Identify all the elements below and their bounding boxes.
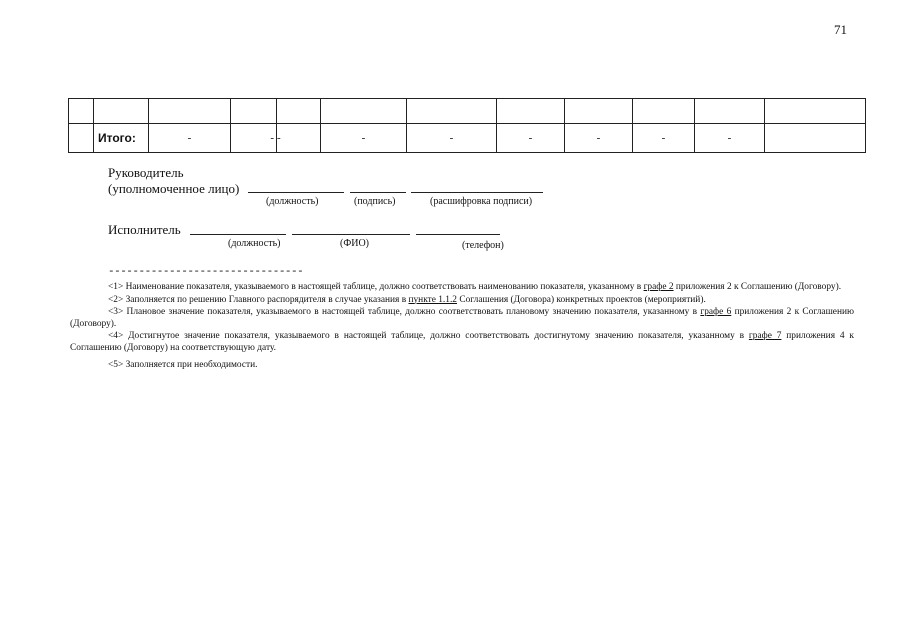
head-signature-caption: (подпись): [354, 196, 396, 207]
table-cell: [69, 99, 94, 124]
footnote-text: <5> Заполняется при необходимости.: [108, 360, 258, 370]
footnote-1: [70, 282, 854, 294]
footnote-2: [70, 295, 854, 307]
footnote-link[interactable]: графе 2: [643, 282, 674, 292]
footnote-text: <4> Достигнутое значение показателя, указываемого в настоящей таблице, должно соответствовать достигнутому значению показателя, указанному в: [108, 331, 749, 341]
total-value: -: [321, 124, 407, 153]
total-value: [765, 124, 866, 153]
summary-table: [68, 98, 866, 153]
table-cell: [497, 99, 565, 124]
table-cell: [633, 99, 695, 124]
table-cell: [277, 99, 321, 124]
head-decoding-caption: (расшифровка подписи): [430, 196, 533, 207]
footnote-link[interactable]: графе 7: [748, 331, 782, 341]
table-cell: [94, 99, 149, 124]
table-cell: [231, 99, 277, 124]
executor-name-caption: (ФИО): [340, 238, 370, 249]
executor-position-caption: (должность): [228, 238, 281, 249]
total-value: -: [633, 124, 695, 153]
footnote-text: <1> Наименование показателя, указываемого в настоящей таблице, должно соответствовать наименованию показателя, указанному в: [108, 282, 644, 292]
footnote-text: приложения 4 к Соглашению (Договору) на соответствующую дату.: [70, 331, 854, 353]
total-value: -: [149, 124, 231, 153]
executor-phone-line[interactable]: [416, 234, 500, 235]
head-title-line2: (уполномоченное лицо): [108, 181, 240, 196]
head-title: [108, 165, 239, 197]
total-value: -: [277, 124, 321, 153]
page-number: 71: [834, 22, 847, 37]
table-cell: [695, 99, 765, 124]
total-value: -: [407, 124, 497, 153]
head-decoding-line[interactable]: [411, 192, 543, 193]
footnote-link[interactable]: пункте 1.1.2: [408, 294, 457, 305]
footnote-text: приложения 2 к Соглашению (Договору).: [673, 282, 842, 292]
head-title-line1: Руководитель: [108, 165, 184, 180]
table-cell: [149, 99, 231, 124]
footnote-text: <3> Плановое значение показателя, указываемого в настоящей таблице, должно соответствовать плановому значению показателя, указанному в: [108, 307, 701, 317]
total-label: Итого:: [94, 124, 149, 153]
table-cell: [69, 124, 94, 153]
head-position-line[interactable]: [248, 192, 344, 193]
footnote-link[interactable]: графе 6: [700, 307, 732, 317]
head-position-caption: (должность): [266, 196, 319, 207]
footnote-3: [70, 307, 854, 330]
footnote-separator: --------------------------------: [108, 266, 304, 278]
table-cell: [407, 99, 497, 124]
total-value: -: [695, 124, 765, 153]
footnotes: [70, 282, 854, 373]
executor-position-line[interactable]: [190, 234, 286, 235]
total-value: -: [231, 124, 277, 153]
executor-title: Исполнитель: [108, 222, 181, 237]
footnote-5: [70, 360, 854, 372]
footnote-text: <2> Заполняется по решению Главного распорядителя в случае указания в: [108, 294, 409, 305]
executor-phone-caption: (телефон): [462, 240, 504, 251]
total-value: -: [497, 124, 565, 153]
footnote-text: приложения 2 к Соглашению (Договору).: [70, 307, 854, 329]
total-value: -: [565, 124, 633, 153]
head-signature-line[interactable]: [350, 192, 406, 193]
footnote-text: Соглашения (Договора) конкретных проектов (мероприятий).: [456, 294, 706, 305]
executor-name-line[interactable]: [292, 234, 410, 235]
total-row: [69, 124, 866, 153]
footnote-4: [70, 331, 854, 354]
table-cell: [565, 99, 633, 124]
table-cell: [321, 99, 407, 124]
table-row: [69, 99, 866, 124]
table-cell: [765, 99, 866, 124]
